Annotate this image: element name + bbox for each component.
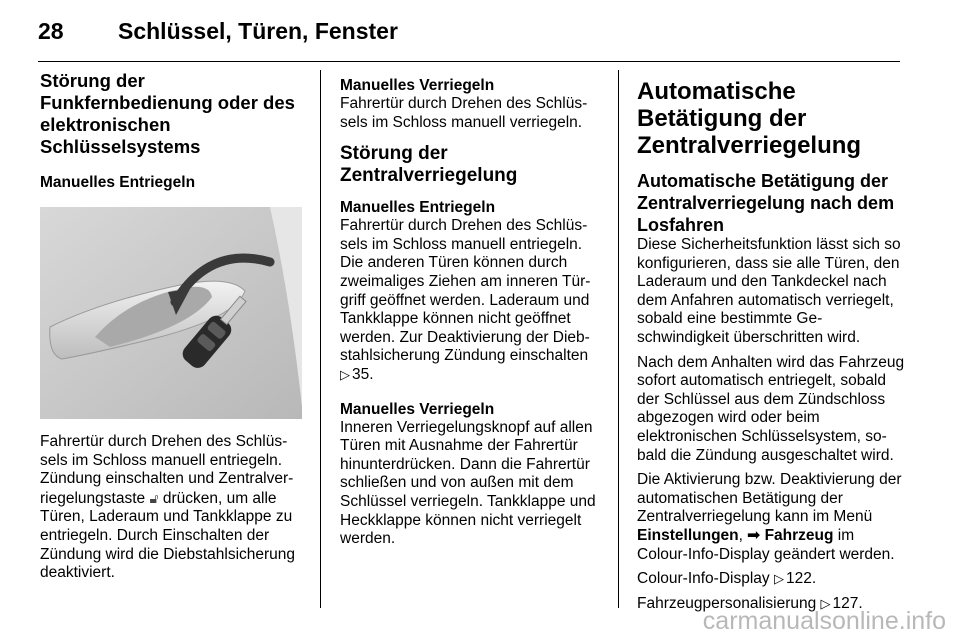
cross-reference-icon: ▷ bbox=[340, 366, 350, 382]
paragraph bbox=[340, 217, 602, 384]
menu-item-vehicle: Fahrzeug bbox=[764, 526, 834, 544]
paragraph: Fahrertür durch Drehen des Schlüssels im Schloss manuell verriegeln. bbox=[340, 95, 588, 131]
subheading: Manuelles Verriegeln bbox=[340, 400, 495, 418]
paragraph bbox=[40, 433, 302, 583]
paragraph-text: drücken, um alle Türen, Laderaum und Tankklappe zu entriegeln. Durch Einschalten der Zündung wird die Diebstahlsicherung deaktiviert. bbox=[40, 489, 296, 582]
paragraph: Inneren Verriegelungsknopf auf allen Türen mit Ausnahme der Fahrertür hinunterdrücken. Dann die Fahrertür schließen und von außen mit dem Schlüssel verriegeln. Tankklappe und Heckklappe können nicht verriegelt werden. bbox=[340, 418, 596, 548]
section-heading: Störung der Funkfernbedienung oder des elektronischen Schlüsselsystems bbox=[40, 70, 295, 157]
cross-reference-page[interactable]: 122. bbox=[785, 570, 817, 588]
cross-reference bbox=[637, 570, 905, 589]
subheading: Manuelles Entriegeln bbox=[40, 174, 196, 191]
paragraph-text: im Colour-Info-Display geändert werden. bbox=[637, 526, 895, 563]
cross-reference-text: Fahrzeugpersonalisierung bbox=[637, 594, 817, 612]
paragraph: Diese Sicherheitsfunktion lässt sich so konfigurieren, dass sie alle Türen, den Laderaum und den Tankdeckel nach dem Anfahren automatisch verriegelt, sobald eine bestimmte Geschwindigkeit überschritten wird. bbox=[637, 236, 901, 346]
menu-item-settings: Einstellungen bbox=[637, 526, 739, 544]
cross-reference-icon: ▷ bbox=[820, 595, 831, 611]
cross-reference-page[interactable]: 127. bbox=[832, 594, 863, 612]
page-number: 28 bbox=[38, 18, 64, 44]
column-1 bbox=[40, 70, 302, 583]
subheading: Automatische Betätigung der Zentralverriegelung nach dem Losfahren bbox=[637, 171, 895, 235]
cross-reference-page[interactable]: 35. bbox=[352, 365, 374, 383]
cross-reference-text: Colour-Info-Display bbox=[637, 570, 770, 588]
paragraph-text: Fahrertür durch Drehen des Schlüssels im Schloss manuell entriegeln. Zündung einschalten und Zentralverriegelungstaste bbox=[40, 433, 294, 507]
door-handle-drawing bbox=[40, 207, 302, 419]
menu-arrow-icon: ➟ bbox=[747, 526, 761, 544]
column-divider bbox=[618, 70, 619, 608]
door-handle-key-illustration bbox=[40, 207, 302, 419]
paragraph: Nach dem Anhalten wird das Fahrzeug sofort automatisch entriegelt, sobald der Schlüssel aus dem Zündschloss abgezogen wird oder beim elektronischen Schlüsselsystem, sobald die Zündung ausgeschaltet wird. bbox=[637, 353, 905, 464]
page-header bbox=[38, 16, 900, 56]
subheading: Manuelles Verriegeln bbox=[340, 77, 495, 94]
section-heading: Automatische Betätigung der Zentralverriegelung bbox=[637, 78, 862, 159]
cross-reference-icon: ▷ bbox=[773, 571, 784, 587]
column-2 bbox=[340, 70, 602, 549]
paragraph-text: Fahrertür durch Drehen des Schlüssels im Schloss manuell entriegeln. Die anderen Türen können durch zweimaliges Ziehen am inneren Türgriff geöffnet werden. Laderaum und Tankklappe können nicht geöffnet werden. Zur Deaktivierung der Diebstahlsicherung Zündung einschalten bbox=[340, 217, 591, 365]
column-3 bbox=[637, 70, 905, 613]
column-divider bbox=[320, 70, 321, 608]
paragraph-text: Die Aktivierung bzw. Deaktivierung der automatischen Betätigung der Zentralverriegelung kann im Menü bbox=[637, 471, 902, 526]
central-lock-icon: 🔓︎ bbox=[149, 489, 159, 506]
section-heading: Störung der Zentralverriegelung bbox=[340, 143, 518, 187]
header-rule bbox=[38, 61, 900, 62]
watermark: carmanualsonline.info bbox=[702, 607, 946, 635]
subheading: Manuelles Entriegeln bbox=[340, 199, 496, 217]
paragraph: Die Aktivierung bzw. Deaktivierung der automatischen Betätigung der Zentralverriegelung kann im Menü Einstellungen, ➟ Fahrzeug im Colour-Info-Display geändert werden. bbox=[637, 471, 902, 563]
running-title: Schlüssel, Türen, Fenster bbox=[118, 18, 398, 44]
